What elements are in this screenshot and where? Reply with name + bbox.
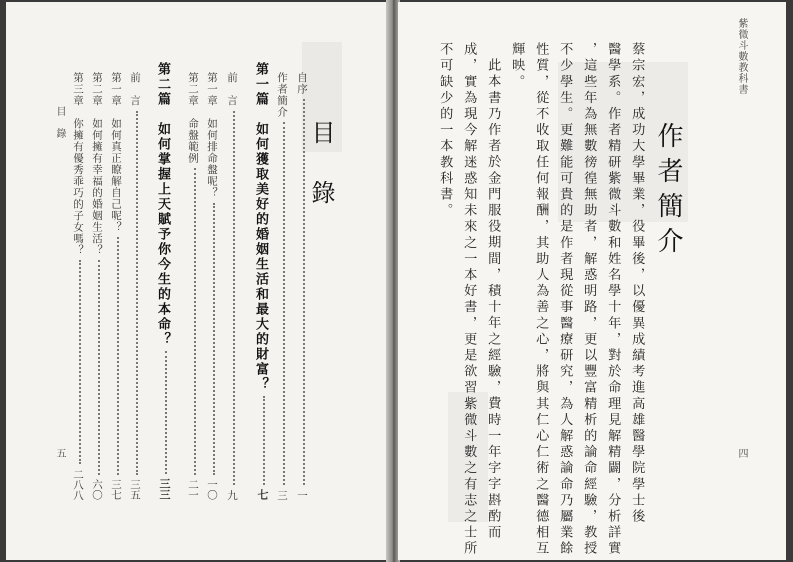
left-page-number: 五 [54, 448, 65, 459]
toc-leader-dots [165, 351, 167, 474]
toc-leader-dots [213, 203, 215, 475]
toc-leader-dots [283, 122, 285, 485]
author-bio-column: 不少學生。更難能可貴的是作者現從事醫療研究，為人解惑論命乃屬業餘 [557, 42, 573, 558]
right-page-author-bio [398, 2, 786, 560]
toc-entry-label: 第二章 命盤範例 [187, 72, 199, 164]
toc-title: 目 錄 [307, 120, 335, 210]
toc-entry[interactable] [64, 72, 86, 500]
author-bio-column: 成，實為現今解迷惑知未來之一本好書，更是欲習紫微斗數之有志之士所 [461, 42, 477, 558]
toc-entry-label: 前 言 [226, 72, 238, 107]
toc-leader-dots [303, 99, 305, 485]
toc-entry[interactable] [198, 72, 220, 500]
toc-entry[interactable] [179, 72, 201, 500]
toc-leader-dots [117, 237, 119, 475]
author-section-title: 作者簡介 [653, 122, 683, 262]
toc-entry-page: 一 [296, 489, 308, 500]
toc-part-entry[interactable] [150, 62, 172, 500]
toc-entry-label: 第三章 你擁有優秀乖巧的子女嗎？ [72, 72, 84, 256]
toc-leader-dots [136, 111, 138, 475]
toc-entry-label: 第二篇 如何掌握上天賦予你今生的本命？ [155, 62, 170, 347]
toc-part-entry[interactable] [248, 62, 270, 500]
toc-entry-label: 第一章 如何排命盤呢？ [206, 72, 218, 199]
toc-entry-page: 三五 [129, 479, 141, 500]
left-page-table-of-contents [6, 2, 388, 560]
right-page-number: 四 [736, 448, 747, 459]
toc-entry-page: 三 [276, 489, 288, 500]
toc-entry[interactable] [288, 72, 310, 500]
toc-leader-dots [79, 260, 81, 464]
toc-entry-page: 二一 [187, 479, 199, 500]
running-head: 紫微斗數教科書 [736, 18, 747, 95]
toc-entry-label: 第二章 如何擁有幸福的婚姻生活？ [91, 72, 103, 256]
toc-entry[interactable] [218, 72, 240, 500]
toc-entry[interactable] [268, 72, 290, 500]
toc-entry-page: 九 [226, 489, 238, 500]
author-bio-column: 醫學系。作者精研紫微斗數和姓名學十年，對於命理見解精闢，分析詳實 [605, 42, 621, 558]
author-bio-column: 性質，從不收取任何報酬，其助人為善之心，將與其仁心仁術之醫德相互 [533, 42, 549, 558]
toc-entry[interactable] [102, 72, 124, 500]
toc-entry-page: 一〇 [206, 479, 218, 500]
toc-entry-page: 三三 [158, 478, 171, 500]
author-bio-column: 輝映。 [509, 42, 525, 91]
toc-entry-page: 三七 [110, 479, 122, 500]
toc-entry-label: 第一章 如何真正瞭解自己呢？ [110, 72, 122, 233]
toc-entry-label: 前 言 [129, 72, 141, 107]
toc-leader-dots [194, 168, 196, 475]
toc-footer-label: 目 錄 [54, 106, 65, 139]
toc-entry[interactable] [83, 72, 105, 500]
author-bio-column: 此本書乃作者於金門服役期間，積十年之經驗，費時一年字字斟酌而 [485, 58, 501, 541]
toc-entry-page: 六〇 [91, 479, 103, 500]
toc-entry-label: 自序 [296, 72, 308, 95]
toc-entry-label: 作者簡介 [276, 72, 288, 118]
author-bio-column: 不可缺少的一本教科書。 [437, 42, 453, 220]
toc-entry-page: 七 [256, 489, 269, 500]
toc-leader-dots [98, 260, 100, 475]
toc-entry-label: 第一篇 如何獲取美好的婚姻生活和最大的財富？ [253, 62, 268, 392]
author-bio-column: 蔡宗宏，成功大學畢業，役畢後，以優異成績考進高雄醫學院學士後 [629, 42, 645, 525]
toc-leader-dots [233, 111, 235, 485]
toc-entry[interactable] [121, 72, 143, 500]
toc-entry-page: 二八八 [72, 468, 84, 500]
author-bio-column: ，這些年為無數徬徨無助者，解惑明路，更以豐富精析的論命經驗，教授 [581, 42, 597, 558]
toc-leader-dots [263, 396, 265, 485]
